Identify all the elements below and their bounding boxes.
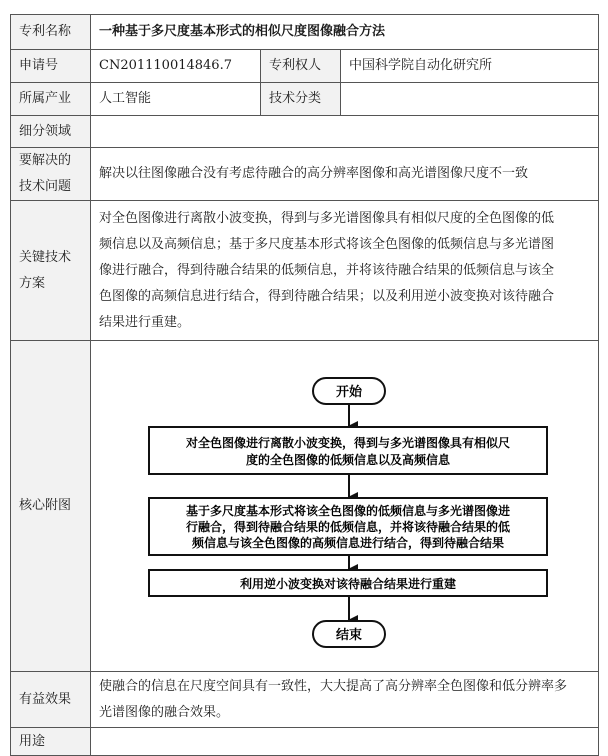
- effect-line: 光谱图像的融合效果。: [99, 704, 230, 720]
- figure-label: 核心附图: [11, 341, 91, 672]
- solution-label-line1: 关键技术: [19, 249, 72, 265]
- flowchart-svg: [91, 341, 597, 671]
- industry-value: 人工智能: [91, 83, 261, 116]
- patentee-label: 专利权人: [261, 50, 341, 83]
- subfield-value: [91, 116, 599, 148]
- solution-label: [11, 201, 91, 341]
- solution-label-line2: 方案: [19, 275, 46, 291]
- flowchart-step3-text: 利用逆小波变换对该待融合结果进行重建: [239, 577, 457, 591]
- flowchart-end-text: 结束: [335, 628, 363, 643]
- tech-class-label: 技术分类: [261, 83, 341, 116]
- problem-label: [11, 148, 91, 201]
- problem-label-line2: 技术问题: [19, 179, 72, 194]
- tech-class-value: [341, 83, 599, 116]
- patent-name-label: 专利名称: [11, 15, 91, 50]
- application-no-label: 申请号: [11, 50, 91, 83]
- effect-line: 使融合的信息在尺度空间具有一致性，大大提高了高分辨率全色图像和低分辨率多: [99, 678, 568, 694]
- flowchart-step2-line1: 基于多尺度基本形式将该全色图像的低频信息与多光谱图像进: [185, 504, 511, 518]
- flowchart-start-text: 开始: [335, 385, 363, 400]
- solution-line: 结果进行重建。: [99, 314, 191, 330]
- flowchart-step2-line3: 频信息与该全色图像的高频信息进行结合，得到待融合结果: [191, 536, 505, 550]
- subfield-label: 细分领域: [11, 116, 91, 148]
- flowchart-step1-line1: 对全色图像进行离散小波变换，得到与多光谱图像具有相似尺: [185, 436, 511, 450]
- effect-label: 有益效果: [11, 672, 91, 728]
- solution-line: 像进行融合，得到待融合结果的低频信息，并将该待融合结果的低频信息与该全: [99, 262, 555, 278]
- flowchart-step1-line2: 度的全色图像的低频信息以及高频信息: [245, 453, 451, 467]
- solution-value: [91, 201, 599, 341]
- flowchart-figure: [91, 341, 598, 671]
- application-no-value: CN201110014846.7: [91, 50, 261, 83]
- patentee-value: 中国科学院自动化研究所: [341, 50, 599, 83]
- solution-line: 频信息以及高频信息；基于多尺度基本形式将该全色图像的低频信息与多光谱图: [99, 236, 555, 252]
- patent-info-sheet: [10, 14, 598, 756]
- usage-label: 用途: [11, 728, 91, 756]
- problem-value: 解决以往图像融合没有考虑待融合的高分辨率图像和高光谱图像尺度不一致: [91, 148, 599, 201]
- patent-name-value: 一种基于多尺度基本形式的相似尺度图像融合方法: [91, 15, 599, 50]
- flowchart-step2-line2: 行融合，得到待融合结果的低频信息，并将该待融合结果的低: [185, 520, 511, 534]
- usage-value: [91, 728, 599, 756]
- patent-info-table: [10, 14, 599, 756]
- solution-line: 对全色图像进行离散小波变换，得到与多光谱图像具有相似尺度的全色图像的低: [99, 210, 555, 226]
- figure-cell: [91, 341, 599, 672]
- solution-line: 色图像的高频信息进行结合，得到待融合结果；以及利用逆小波变换对该待融合: [99, 288, 555, 304]
- industry-label: 所属产业: [11, 83, 91, 116]
- effect-value: [91, 672, 599, 728]
- problem-label-line1: 要解决的: [19, 153, 72, 168]
